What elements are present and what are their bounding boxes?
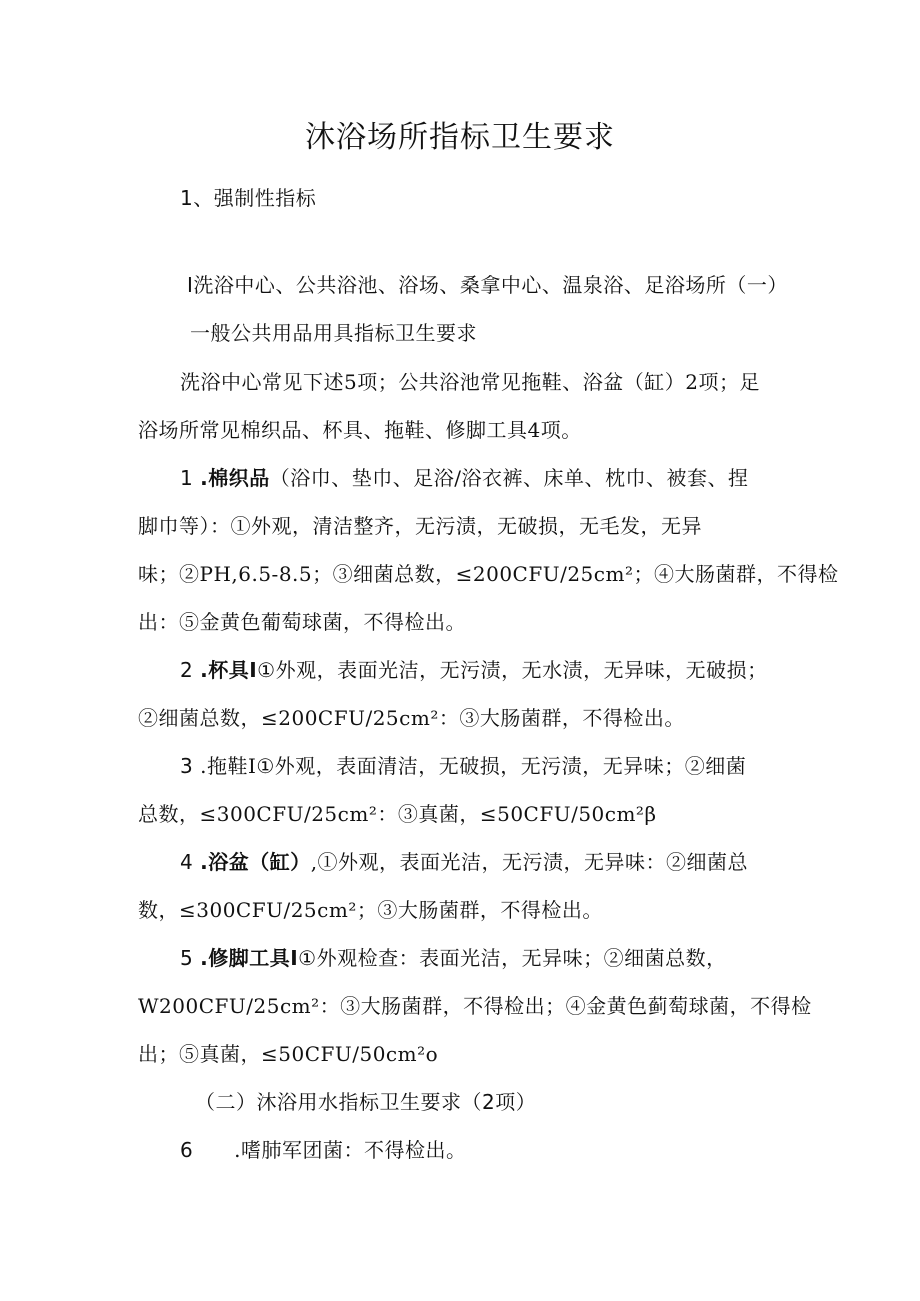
item-2-line1 — [180, 655, 768, 685]
item-4-number: 4 — [180, 850, 194, 874]
item-5-line3: 出；⑤真菌，≤50CFU/50cm²o — [138, 1042, 439, 1066]
item-3-label: .拖鞋I — [200, 754, 257, 778]
item-4-text: ,①外观，表面光洁，无污渍，无异味：②细菌总 — [310, 850, 749, 874]
subsection-heading-line2: 一般公共用品用具指标卫生要求 — [190, 321, 477, 345]
page-title: 沐浴场所指标卫生要求 — [305, 120, 615, 155]
item-5-label: .修脚工具I — [200, 946, 299, 970]
item-1-label: .棉织品 — [200, 466, 270, 490]
item-4-label: .浴盆（缸） — [200, 850, 311, 874]
item-5-number: 5 — [180, 946, 194, 970]
item-4-line2: 数，≤300CFU/25cm²；③大肠菌群，不得检出。 — [138, 898, 603, 922]
item-1-line2: 脚巾等）：①外观，清洁整齐，无污渍，无破损，无毛发，无异 — [138, 514, 702, 538]
subsection-heading-line1: I洗浴中心、公共浴池、浴场、桑拿中心、温泉浴、足浴场所（一） — [187, 273, 788, 297]
item-3-text: ①外观，表面清洁，无破损，无污渍，无异味；②细菌 — [256, 754, 747, 778]
item-3-line2: 总数，≤300CFU/25cm²：③真菌，≤50CFU/50cm²β — [138, 802, 657, 826]
item-1-text: （浴巾、垫巾、足浴/浴衣裤、床单、枕巾、被套、捏 — [269, 466, 749, 490]
item-1-line3: 味；②PH,6.5-8.5；③细菌总数，≤200CFU/25cm²；④大肠菌群，不得检 — [138, 562, 839, 586]
item-2-text: ①外观，表面光洁，无污渍，无水渍，无异味，无破损； — [257, 658, 768, 682]
item-6-text: .嗜肺军团菌：不得检出。 — [234, 1138, 467, 1162]
item-1-line4: 出：⑤金黄色葡萄球菌，不得检出。 — [138, 610, 466, 634]
item-5-line1 — [180, 943, 727, 973]
section-heading-mandatory: 1、强制性指标 — [180, 186, 317, 210]
section-heading-water: （二）沐浴用水指标卫生要求（2项） — [195, 1090, 537, 1114]
item-4-line1 — [180, 847, 748, 877]
item-2-label: .杯具I — [200, 658, 258, 682]
item-2-number: 2 — [180, 658, 194, 682]
item-3-number: 3 — [180, 754, 194, 778]
intro-paragraph-line2: 浴场所常见棉织品、杯具、拖鞋、修脚工具4项。 — [138, 418, 582, 442]
item-1-number: 1 — [180, 466, 194, 490]
item-1-line1 — [180, 463, 748, 493]
item-5-line2: W200CFU/25cm²：③大肠菌群，不得检出；④金黄色蓟萄球菌，不得检 — [138, 994, 812, 1018]
item-2-line2: ②细菌总数，≤200CFU/25cm²：③大肠菌群，不得检出。 — [138, 706, 685, 730]
item-5-text: ①外观检查：表面光洁，无异味；②细菌总数， — [298, 946, 727, 970]
item-6-line1 — [180, 1135, 466, 1165]
item-6-number: 6 — [180, 1138, 194, 1162]
item-3-line1 — [180, 751, 746, 781]
intro-paragraph-line1: 洗浴中心常见下述5项；公共浴池常见拖鞋、浴盆（缸）2项；足 — [180, 370, 760, 394]
